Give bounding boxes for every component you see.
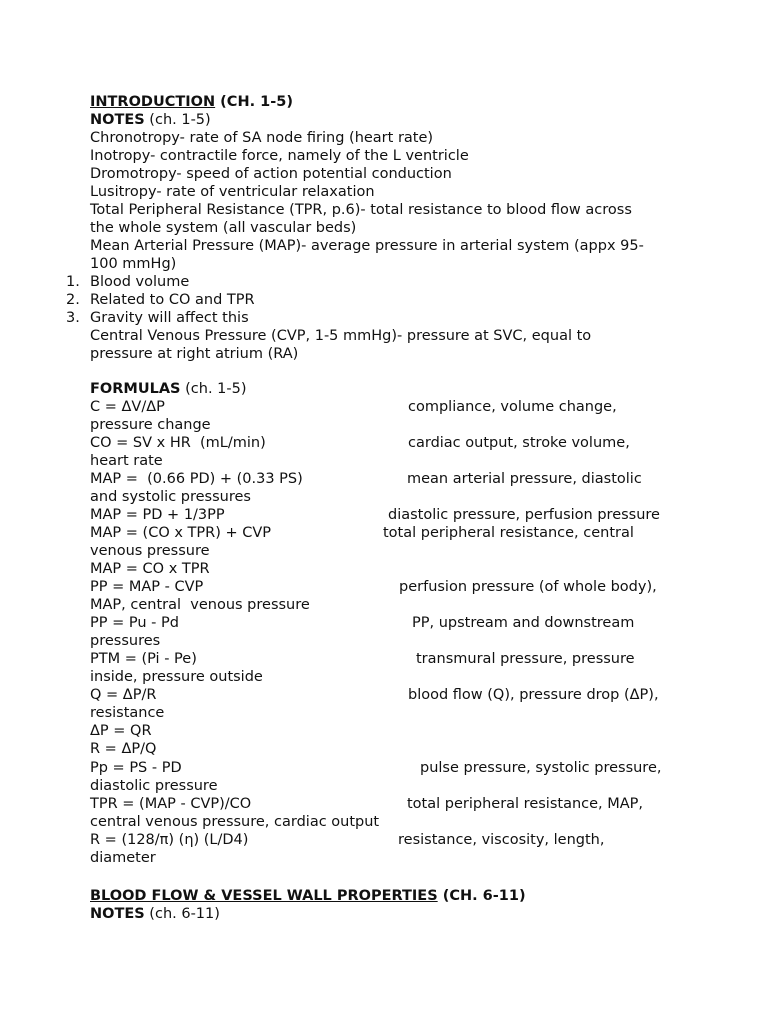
formula-description: pulse pressure, systolic pressure, [420, 760, 662, 776]
formula-description-wrap: MAP, central venous pressure [90, 597, 310, 613]
intro-heading-title: INTRODUCTION [90, 94, 216, 110]
formula-description: total peripheral resistance, central [383, 525, 634, 541]
formula-description-wrap: inside, pressure outside [90, 669, 263, 685]
intro-line: Central Venous Pressure (CVP, 1-5 mmHg)- pressure at SVC, equal to [90, 328, 592, 344]
intro-line: pressure at right atrium (RA) [90, 346, 299, 362]
intro-heading-chapters: (CH. 1-5) [215, 94, 293, 110]
formula-description-wrap: resistance [90, 705, 165, 721]
formula-description: compliance, volume change, [408, 399, 617, 415]
formula: PP = MAP - CVP [90, 579, 204, 595]
intro-line: the whole system (all vascular beds) [90, 220, 357, 236]
formula: ΔP = QR [90, 723, 152, 739]
intro-line: 100 mmHg) [90, 256, 177, 272]
formulas-chapters: (ch. 1-5) [180, 381, 247, 397]
formula: MAP = PD + 1/3PP [90, 507, 225, 523]
formula-description-wrap: diastolic pressure [90, 778, 218, 794]
intro-heading [90, 93, 293, 111]
formula-description: PP, upstream and downstream [412, 615, 635, 631]
list-number: 3. [66, 310, 80, 326]
intro-line: Chronotropy- rate of SA node firing (heart rate) [90, 130, 434, 146]
formula: PTM = (Pi - Pe) [90, 651, 197, 667]
intro-notes-label [90, 111, 211, 129]
formula-description-wrap: and systolic pressures [90, 489, 251, 505]
blood-flow-heading-chapters: (CH. 6-11) [437, 888, 526, 904]
formula-description-wrap: diameter [90, 850, 156, 866]
formulas-label [90, 380, 247, 398]
blood-flow-notes-title: NOTES [90, 906, 145, 922]
formula-description: perfusion pressure (of whole body), [399, 579, 657, 595]
blood-flow-notes-chapters: (ch. 6-11) [144, 906, 220, 922]
formula: R = (128/π) (η) (L/D4) [90, 832, 249, 848]
list-item: Blood volume [90, 274, 190, 290]
formula-description: mean arterial pressure, diastolic [407, 471, 642, 487]
formula-description-wrap: pressures [90, 633, 161, 649]
intro-line: Inotropy- contractile force, namely of the L ventricle [90, 148, 469, 164]
formula: MAP = CO x TPR [90, 561, 210, 577]
formula: MAP = (0.66 PD) + (0.33 PS) [90, 471, 303, 487]
formula: R = ΔP/Q [90, 741, 157, 757]
intro-line: Total Peripheral Resistance (TPR, p.6)- total resistance to blood flow across [90, 202, 632, 218]
formula-description-wrap: pressure change [90, 417, 211, 433]
formula-description-wrap: venous pressure [90, 543, 210, 559]
formula-description: cardiac output, stroke volume, [408, 435, 630, 451]
intro-notes-chapters: (ch. 1-5) [144, 112, 211, 128]
formula-description: blood flow (Q), pressure drop (ΔP), [408, 687, 659, 703]
formula: MAP = (CO x TPR) + CVP [90, 525, 272, 541]
list-item: Gravity will affect this [90, 310, 249, 326]
intro-line: Dromotropy- speed of action potential conduction [90, 166, 452, 182]
list-item: Related to CO and TPR [90, 292, 255, 308]
formula-description: diastolic pressure, perfusion pressure [388, 507, 660, 523]
formula-description-wrap: heart rate [90, 453, 163, 469]
formula: Q = ΔP/R [90, 687, 157, 703]
list-number: 1. [66, 274, 80, 290]
formula-description: resistance, viscosity, length, [398, 832, 605, 848]
intro-line: Mean Arterial Pressure (MAP)- average pressure in arterial system (appx 95- [90, 238, 644, 254]
formulas-title: FORMULAS [90, 381, 181, 397]
list-number: 2. [66, 292, 80, 308]
formula-description: transmural pressure, pressure [416, 651, 635, 667]
blood-flow-notes-label [90, 905, 220, 923]
blood-flow-heading [90, 887, 526, 905]
formula-description-wrap: central venous pressure, cardiac output [90, 814, 380, 830]
formula: CO = SV x HR (mL/min) [90, 435, 266, 451]
formula: TPR = (MAP - CVP)/CO [90, 796, 252, 812]
intro-notes-title: NOTES [90, 112, 145, 128]
formula: Pp = PS - PD [90, 760, 182, 776]
formula-description: total peripheral resistance, MAP, [407, 796, 644, 812]
intro-line: Lusitropy- rate of ventricular relaxation [90, 184, 375, 200]
formula: C = ΔV/ΔP [90, 399, 165, 415]
formula: PP = Pu - Pd [90, 615, 179, 631]
blood-flow-heading-title: BLOOD FLOW & VESSEL WALL PROPERTIES [90, 888, 438, 904]
